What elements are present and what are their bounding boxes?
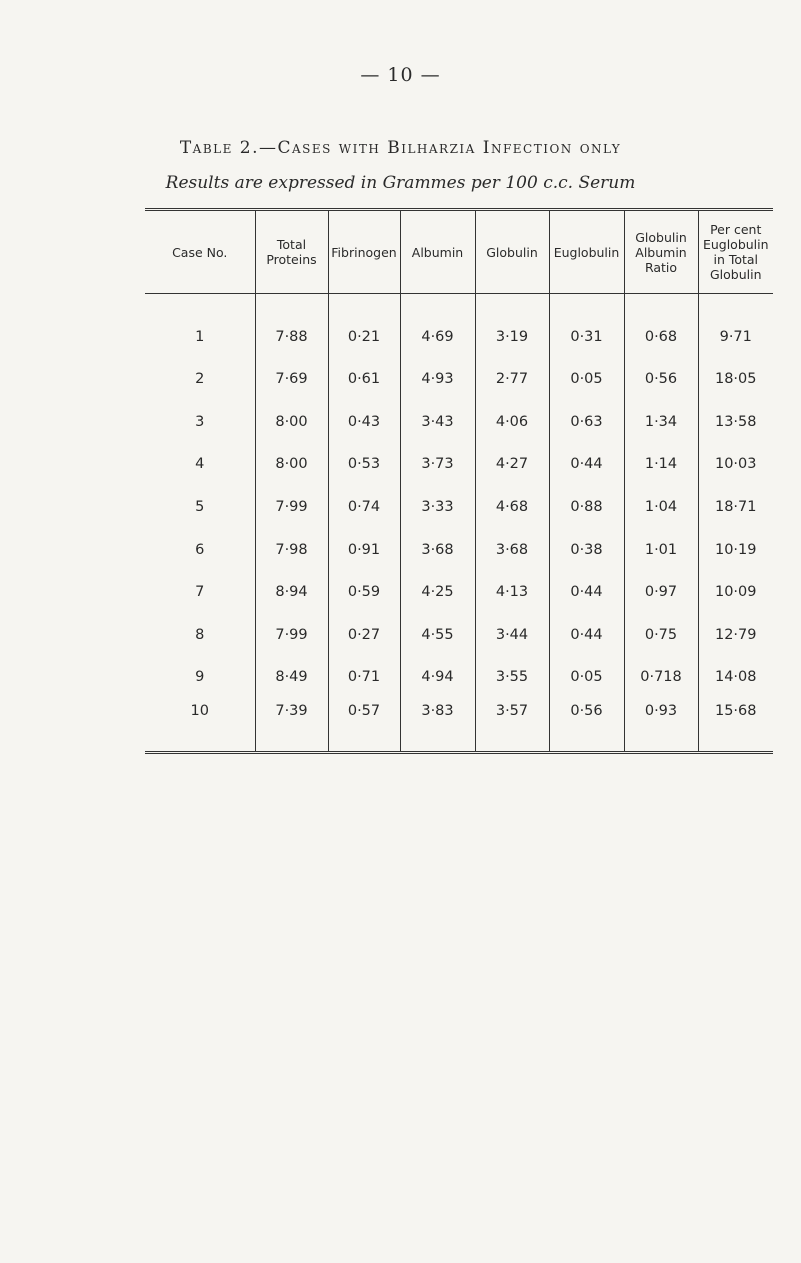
cell-per-cent-euglobulin: 10·03 (698, 443, 773, 486)
cell-total-proteins: 7·99 (255, 486, 328, 529)
cell-ratio: 0·97 (624, 571, 698, 614)
column-header-ratio: Globulin Albumin Ratio (624, 210, 698, 294)
cell-total-proteins: 7·39 (255, 699, 328, 753)
cell-total-proteins: 7·88 (255, 294, 328, 359)
cell-albumin: 3·43 (400, 401, 475, 444)
cell-per-cent-euglobulin: 14·08 (698, 656, 773, 699)
cell-globulin: 4·13 (475, 571, 549, 614)
table-row (145, 486, 773, 529)
cell-euglobulin: 0·44 (549, 443, 624, 486)
cell-ratio: 1·01 (624, 528, 698, 571)
cell-globulin: 3·68 (475, 528, 549, 571)
cell-case-no: 2 (195, 371, 205, 388)
cell-albumin: 3·83 (400, 699, 475, 753)
cell-globulin: 3·19 (475, 294, 549, 359)
cell-euglobulin: 0·44 (549, 614, 624, 657)
cell-albumin: 4·25 (400, 571, 475, 614)
cell-globulin: 3·44 (475, 614, 549, 657)
table-title: Table 2.—Cases with Bilharzia Infection only (179, 138, 622, 158)
cell-ratio: 0·93 (624, 699, 698, 753)
column-header-total-proteins: Total Proteins (255, 210, 328, 294)
cell-euglobulin: 0·63 (549, 401, 624, 444)
cell-per-cent-euglobulin: 15·68 (698, 699, 773, 753)
table-row (145, 699, 773, 753)
cell-fibrinogen: 0·43 (328, 401, 400, 444)
cell-fibrinogen: 0·91 (328, 528, 400, 571)
cell-total-proteins: 8·00 (255, 443, 328, 486)
cell-albumin: 4·55 (400, 614, 475, 657)
cell-fibrinogen: 0·21 (328, 294, 400, 359)
cell-globulin: 3·55 (475, 656, 549, 699)
cell-case-no: 8 (195, 626, 205, 643)
header-row (145, 210, 773, 294)
table-row (145, 614, 773, 657)
cell-ratio: 1·34 (624, 401, 698, 444)
cell-per-cent-euglobulin: 10·09 (698, 571, 773, 614)
cell-total-proteins: 8·00 (255, 401, 328, 444)
cell-globulin: 2·77 (475, 358, 549, 401)
cell-case-no: 1 (195, 329, 205, 345)
cell-per-cent-euglobulin: 13·58 (698, 401, 773, 444)
table-row (145, 358, 773, 401)
cell-euglobulin: 0·05 (549, 656, 624, 699)
cell-per-cent-euglobulin: 9·71 (698, 294, 773, 359)
cell-ratio: 1·04 (624, 486, 698, 529)
cell-fibrinogen: 0·57 (328, 699, 400, 753)
cell-per-cent-euglobulin: 18·71 (698, 486, 773, 529)
cell-fibrinogen: 0·74 (328, 486, 400, 529)
cell-albumin: 3·73 (400, 443, 475, 486)
cell-fibrinogen: 0·27 (328, 614, 400, 657)
table-row (145, 401, 773, 444)
cell-euglobulin: 0·05 (549, 358, 624, 401)
cell-total-proteins: 7·69 (255, 358, 328, 401)
table-subtitle: Results are expressed in Grammes per 100 c.c. Serum (165, 173, 636, 193)
cell-case-no: 4 (195, 456, 205, 473)
column-header-case-no: Case No. (145, 210, 255, 294)
cell-ratio: 0·68 (624, 294, 698, 359)
cell-globulin: 4·06 (475, 401, 549, 444)
cell-albumin: 4·94 (400, 656, 475, 699)
table-row (145, 656, 773, 699)
cell-albumin: 4·93 (400, 358, 475, 401)
cell-ratio: 0·75 (624, 614, 698, 657)
cell-per-cent-euglobulin: 12·79 (698, 614, 773, 657)
column-header-per-cent-euglobulin: Per cent Euglobulin in Total Globulin (698, 210, 773, 294)
cell-albumin: 3·33 (400, 486, 475, 529)
column-header-albumin: Albumin (400, 210, 475, 294)
cell-fibrinogen: 0·71 (328, 656, 400, 699)
cell-case-no: 7 (195, 584, 205, 601)
table-body (145, 294, 773, 753)
cell-euglobulin: 0·44 (549, 571, 624, 614)
table-row (145, 571, 773, 614)
cell-per-cent-euglobulin: 18·05 (698, 358, 773, 401)
cell-albumin: 4·69 (400, 294, 475, 359)
page-number: — 10 — (360, 64, 441, 86)
cell-euglobulin: 0·56 (549, 699, 624, 753)
cell-total-proteins: 7·99 (255, 614, 328, 657)
results-table (145, 208, 773, 754)
cell-globulin: 3·57 (475, 699, 549, 753)
column-header-globulin: Globulin (475, 210, 549, 294)
cell-total-proteins: 8·49 (255, 656, 328, 699)
cell-euglobulin: 0·31 (549, 294, 624, 359)
cell-fibrinogen: 0·53 (328, 443, 400, 486)
table-row (145, 443, 773, 486)
cell-case-no: 3 (195, 413, 205, 430)
cell-ratio: 0·718 (624, 656, 698, 699)
cell-ratio: 1·14 (624, 443, 698, 486)
cell-ratio: 0·56 (624, 358, 698, 401)
column-header-euglobulin: Euglobulin (549, 210, 624, 294)
column-header-fibrinogen: Fibrinogen (328, 210, 400, 294)
cell-globulin: 4·27 (475, 443, 549, 486)
cell-case-no: 9 (195, 669, 205, 686)
cell-case-no: 6 (195, 541, 205, 558)
cell-euglobulin: 0·88 (549, 486, 624, 529)
cell-fibrinogen: 0·61 (328, 358, 400, 401)
cell-albumin: 3·68 (400, 528, 475, 571)
cell-total-proteins: 8·94 (255, 571, 328, 614)
cell-globulin: 4·68 (475, 486, 549, 529)
cell-total-proteins: 7·98 (255, 528, 328, 571)
cell-case-no: 5 (195, 499, 205, 516)
cell-euglobulin: 0·38 (549, 528, 624, 571)
cell-case-no: 10 (190, 702, 209, 719)
cell-fibrinogen: 0·59 (328, 571, 400, 614)
table-row (145, 528, 773, 571)
cell-per-cent-euglobulin: 10·19 (698, 528, 773, 571)
table-row (145, 294, 773, 359)
